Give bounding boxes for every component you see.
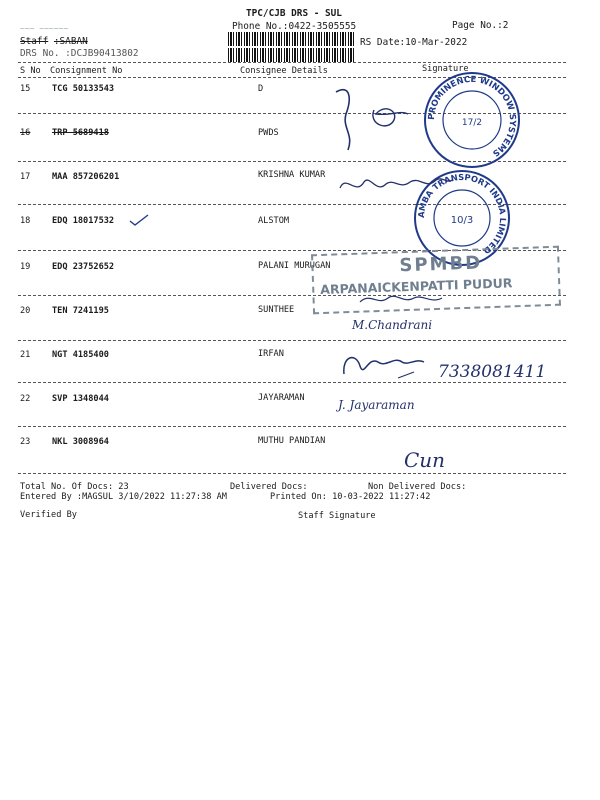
row-consignee: D — [258, 84, 264, 94]
row-consignee: KRISHNA KUMAR — [258, 170, 326, 180]
row-consignee: SUNTHEE — [258, 305, 295, 315]
staff-row — [20, 36, 88, 47]
row-consignment: SVP 1348044 — [52, 394, 109, 404]
barcode-bottom — [228, 48, 354, 62]
row-consignment: TEN 7241195 — [52, 306, 109, 316]
row-divider — [18, 426, 566, 427]
signature-row-21 — [338, 348, 428, 384]
prominence-seal-date: 17/2 — [461, 118, 483, 128]
page-number: Page No.:2 — [452, 20, 509, 31]
tick-mark-icon — [128, 212, 150, 228]
row-consignment: NKL 3008964 — [52, 437, 109, 447]
row-consignment: TCG 50133543 — [52, 84, 115, 94]
divider — [18, 62, 566, 63]
svg-text:PROMINENCE WINDOW SYSTEMS — [427, 75, 517, 158]
row-sno: 21 — [20, 350, 31, 360]
prominence-seal — [420, 68, 524, 172]
row-consignment: NGT 4185400 — [52, 350, 109, 360]
row-divider — [18, 473, 566, 474]
row-consignee: MUTHU PANDIAN — [258, 436, 326, 446]
col-sno: S No — [20, 66, 41, 76]
row-sno: 16 — [20, 128, 31, 138]
staff-label: Staff — [20, 36, 49, 47]
staff-signature-label: Staff Signature — [298, 511, 376, 521]
row-divider — [18, 340, 566, 341]
row-sno: 17 — [20, 172, 31, 182]
drs-number: DRS No. :DCJB90413802 — [20, 48, 139, 59]
company-stamp-name: SPMBD — [399, 252, 483, 277]
row-divider — [18, 382, 566, 383]
drs-date: RS Date:10-Mar-2022 — [360, 37, 468, 48]
non-delivered-docs: Non Delivered Docs: — [368, 482, 467, 492]
report-title: TPC/CJB DRS - SUL — [246, 8, 342, 19]
signature-row-20: M.Chandrani — [352, 318, 433, 332]
col-signature: Signature — [422, 64, 469, 74]
entered-by: Entered By :MAGSUL 3/10/2022 11:27:38 AM — [20, 492, 227, 502]
row-consignment: TRP 5689418 — [52, 128, 109, 138]
staff-value: :SABAN — [53, 36, 88, 47]
faint-scribble: ~~~ ~~~~~~ — [20, 24, 69, 33]
row-consignment: EDQ 23752652 — [52, 262, 115, 272]
row-consignee: IRFAN — [258, 349, 284, 359]
row-consignee: PWDS — [258, 128, 279, 138]
row-sno: 20 — [20, 306, 31, 316]
total-docs: Total No. Of Docs: 23 — [20, 482, 129, 492]
row-consignment: EDQ 18017532 — [52, 216, 115, 226]
signature-row-19 — [356, 288, 456, 310]
prominence-seal-text: PROMINENCE WINDOW SYSTEMS — [426, 74, 518, 159]
signature-row-17 — [336, 170, 456, 200]
signature-row-22: J. Jayaraman — [338, 398, 415, 412]
delivered-docs: Delivered Docs: — [230, 482, 308, 492]
row-consignee: PALANI MURUGAN — [258, 261, 331, 271]
row-sno: 15 — [20, 84, 31, 94]
signature-row-23: Cun — [404, 448, 446, 472]
transport-seal-text: AMBA TRANSPORT INDIA LIMITED — [415, 171, 509, 257]
row-sno: 19 — [20, 262, 31, 272]
col-consignment: Consignment No — [50, 66, 123, 76]
barcode-top — [228, 32, 354, 46]
row-consignee: ALSTOM — [258, 216, 290, 226]
row-sno: 22 — [20, 394, 31, 404]
row-sno: 18 — [20, 216, 31, 226]
verified-by: Verified By — [20, 510, 77, 520]
signature-row-15 — [328, 80, 418, 160]
row-sno: 23 — [20, 437, 31, 447]
printed-on: Printed On: 10-03-2022 11:27:42 — [270, 492, 431, 502]
company-stamp-address: ARPANAICKENPATTI PUDUR — [320, 275, 513, 298]
transport-seal-date: 10/3 — [450, 215, 474, 226]
row-consignment: MAA 857206201 — [52, 172, 120, 182]
phone-number: Phone No.:0422-3505555 — [232, 21, 357, 32]
col-consignee: Consignee Details — [240, 66, 328, 76]
row-consignee: JAYARAMAN — [258, 393, 305, 403]
handwritten-phone: 7338081411 — [438, 362, 547, 382]
